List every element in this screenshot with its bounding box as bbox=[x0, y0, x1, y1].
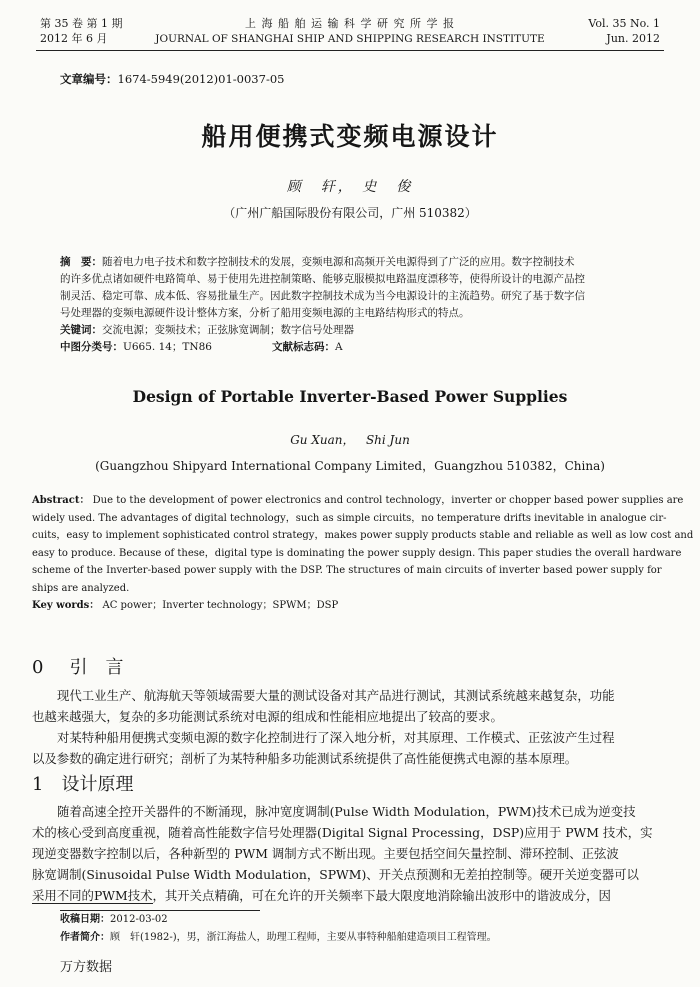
header-volume-issue: 第 35 卷 第 1 期 bbox=[40, 17, 123, 30]
classification-line bbox=[60, 339, 644, 356]
journal-name-cn: 上 海 船 舶 运 输 科 学 研 究 所 学 报 bbox=[245, 17, 455, 30]
paragraph-line-rest: ，其开关点精确，可在允许的开关频率下最大限度地消除输出波形中的谐波成分，因 bbox=[152, 888, 611, 903]
section-0-number: 0 bbox=[32, 657, 44, 678]
abstract-en-line: cuits，easy to implement sophisticated control strategy，makes power supply products stable and reliable as well as low cost and bbox=[32, 530, 694, 541]
abstract-cn-label: 摘 要： bbox=[60, 256, 102, 268]
abstract-en-line: widely used. The advantages of digital technology，such as simple circuits，no temperature drifts inevitable in analogue cir- bbox=[32, 512, 667, 524]
paragraph-line: 随着高速全控开关器件的不断涌现，脉冲宽度调制(Pulse Width Modulation，PWM)技术已成为逆变技 bbox=[57, 804, 636, 819]
paragraph-line: 现代工业生产、航海航天等领域需要大量的测试设备对其产品进行测试，其测试系统越来越复杂，功能 bbox=[57, 688, 615, 703]
watermark: 万方数据 bbox=[60, 960, 113, 975]
abstract-en bbox=[32, 492, 694, 615]
authors-cn: 顾 轩， 史 俊 bbox=[286, 179, 414, 195]
keywords-cn-value: 交流电源；变频技术；正弦脉宽调制；数字信号处理器 bbox=[102, 324, 354, 336]
keywords-en-value: AC power；Inverter technology；SPWM；DSP bbox=[102, 600, 339, 611]
abstract-en-line: easy to produce. Because of these，digital type is dominating the power supply design. This paper studies the overall hardware bbox=[32, 547, 682, 559]
keywords-cn-label: 关键词： bbox=[60, 324, 102, 336]
authors-en bbox=[0, 431, 700, 448]
section-0-body bbox=[32, 685, 668, 769]
author-bio-label: 作者简介： bbox=[60, 932, 110, 943]
author-bio: 顾 轩(1982-)，男，浙江海盐人，助理工程师，主要从事特种船舶建造项目工程管理。 bbox=[110, 932, 497, 943]
abstract-en-line: scheme of the Inverter-based power supply with the DSP. The structures of main circuits of inverter based power supply for bbox=[32, 565, 662, 576]
header-month: Jun. 2012 bbox=[606, 32, 660, 45]
article-number bbox=[60, 71, 284, 87]
section-0-title: 引 言 bbox=[69, 657, 124, 678]
paragraph-line: 脉宽调制(Sinusoidal Pulse Width Modulation，SPWM)、开关点预测和无差拍控制等。硬开关逆变器可以 bbox=[32, 867, 639, 882]
affiliation-en: (Guangzhou Shipyard International Company Limited，Guangzhou 510382，China) bbox=[95, 459, 605, 473]
section-1-body bbox=[32, 801, 668, 906]
paragraph-line: 对某特种船用便携式变频电源的数字化控制进行了深入地分析，对其原理、工作模式、正弦波产生过程 bbox=[57, 730, 615, 745]
title-en: Design of Portable Inverter-Based Power Supplies bbox=[132, 387, 568, 406]
paragraph-line: 术的核心受到高度重视，随着高性能数字信号处理器(Digital Signal Processing，DSP)应用于 PWM 技术，实 bbox=[32, 825, 653, 840]
author-en-1: Gu Xuan， bbox=[290, 433, 355, 447]
header-vol-no: Vol. 35 No. 1 bbox=[588, 17, 660, 30]
paragraph-line: 现逆变器数字控制以后，各种新型的 PWM 调制方式不断出现。主要包括空间矢量控制、滞环控制、正弦波 bbox=[32, 846, 619, 861]
footnote bbox=[60, 911, 497, 947]
section-1-title: 设计原理 bbox=[61, 774, 134, 795]
article-number-label: 文章编号： bbox=[60, 72, 118, 86]
abstract-cn-line: 号处理器的变频电源硬件设计整体方案，分析了船用变频电源的主电路结构形式的特点。 bbox=[60, 307, 470, 319]
received-label: 收稿日期： bbox=[60, 914, 110, 925]
underlined-text: 采用不同的PWM技术 bbox=[32, 888, 153, 903]
abstract-cn-line: 随着电力电子技术和数字控制技术的发展，变频电源和高频开关电源得到了广泛的应用。数字控制技术 bbox=[102, 256, 575, 268]
keywords-en-label: Key words： bbox=[32, 600, 100, 611]
paragraph-line bbox=[32, 885, 668, 906]
header-date: 2012 年 6 月 bbox=[40, 32, 108, 45]
paragraph-line: 以及参数的确定进行研究；剖析了为某特种船多功能测试系统提供了高性能便携式电源的基本原理。 bbox=[32, 751, 578, 766]
clc-value: U665. 14；TN86 bbox=[123, 341, 212, 353]
abstract-en-label: Abstract： bbox=[32, 495, 90, 506]
section-1-number: 1 bbox=[32, 774, 44, 795]
title-cn: 船用便携式变频电源设计 bbox=[201, 122, 499, 151]
section-0-heading bbox=[32, 653, 123, 679]
abstract-cn bbox=[60, 254, 644, 356]
received-date: 2012-03-02 bbox=[110, 914, 168, 925]
doc-code-label: 文献标志码： bbox=[271, 341, 335, 353]
paragraph-line: 也越来越强大，复杂的多功能测试系统对电源的组成和性能相应地提出了较高的要求。 bbox=[32, 709, 503, 724]
section-1-heading bbox=[32, 770, 133, 796]
abstract-cn-line: 制灵活、稳定可靠、成本低、容易批量生产。因此数字控制技术成为当今电源设计的主流趋势。研究了基于数字信 bbox=[60, 290, 585, 302]
journal-name-en: JOURNAL OF SHANGHAI SHIP AND SHIPPING RESEARCH INSTITUTE bbox=[155, 33, 545, 45]
abstract-en-line: Due to the development of power electronics and control technology，inverter or chopper based power supplies are bbox=[92, 495, 684, 506]
abstract-en-line: ships are analyzed. bbox=[32, 582, 130, 594]
header-rule bbox=[36, 50, 664, 51]
author-en-2: Shi Jun bbox=[365, 433, 410, 447]
clc-label: 中图分类号： bbox=[60, 341, 123, 353]
article-number-value: 1674-5949(2012)01-0037-05 bbox=[117, 72, 285, 86]
affiliation-cn: （广州广船国际股份有限公司，广州 510382） bbox=[223, 206, 477, 220]
doc-code-value: A bbox=[334, 341, 343, 353]
abstract-cn-line: 的许多优点诸如硬件电路简单、易于使用先进控制策略、能够克服模拟电路温度漂移等，使得所设计的电源产品控 bbox=[60, 273, 585, 285]
